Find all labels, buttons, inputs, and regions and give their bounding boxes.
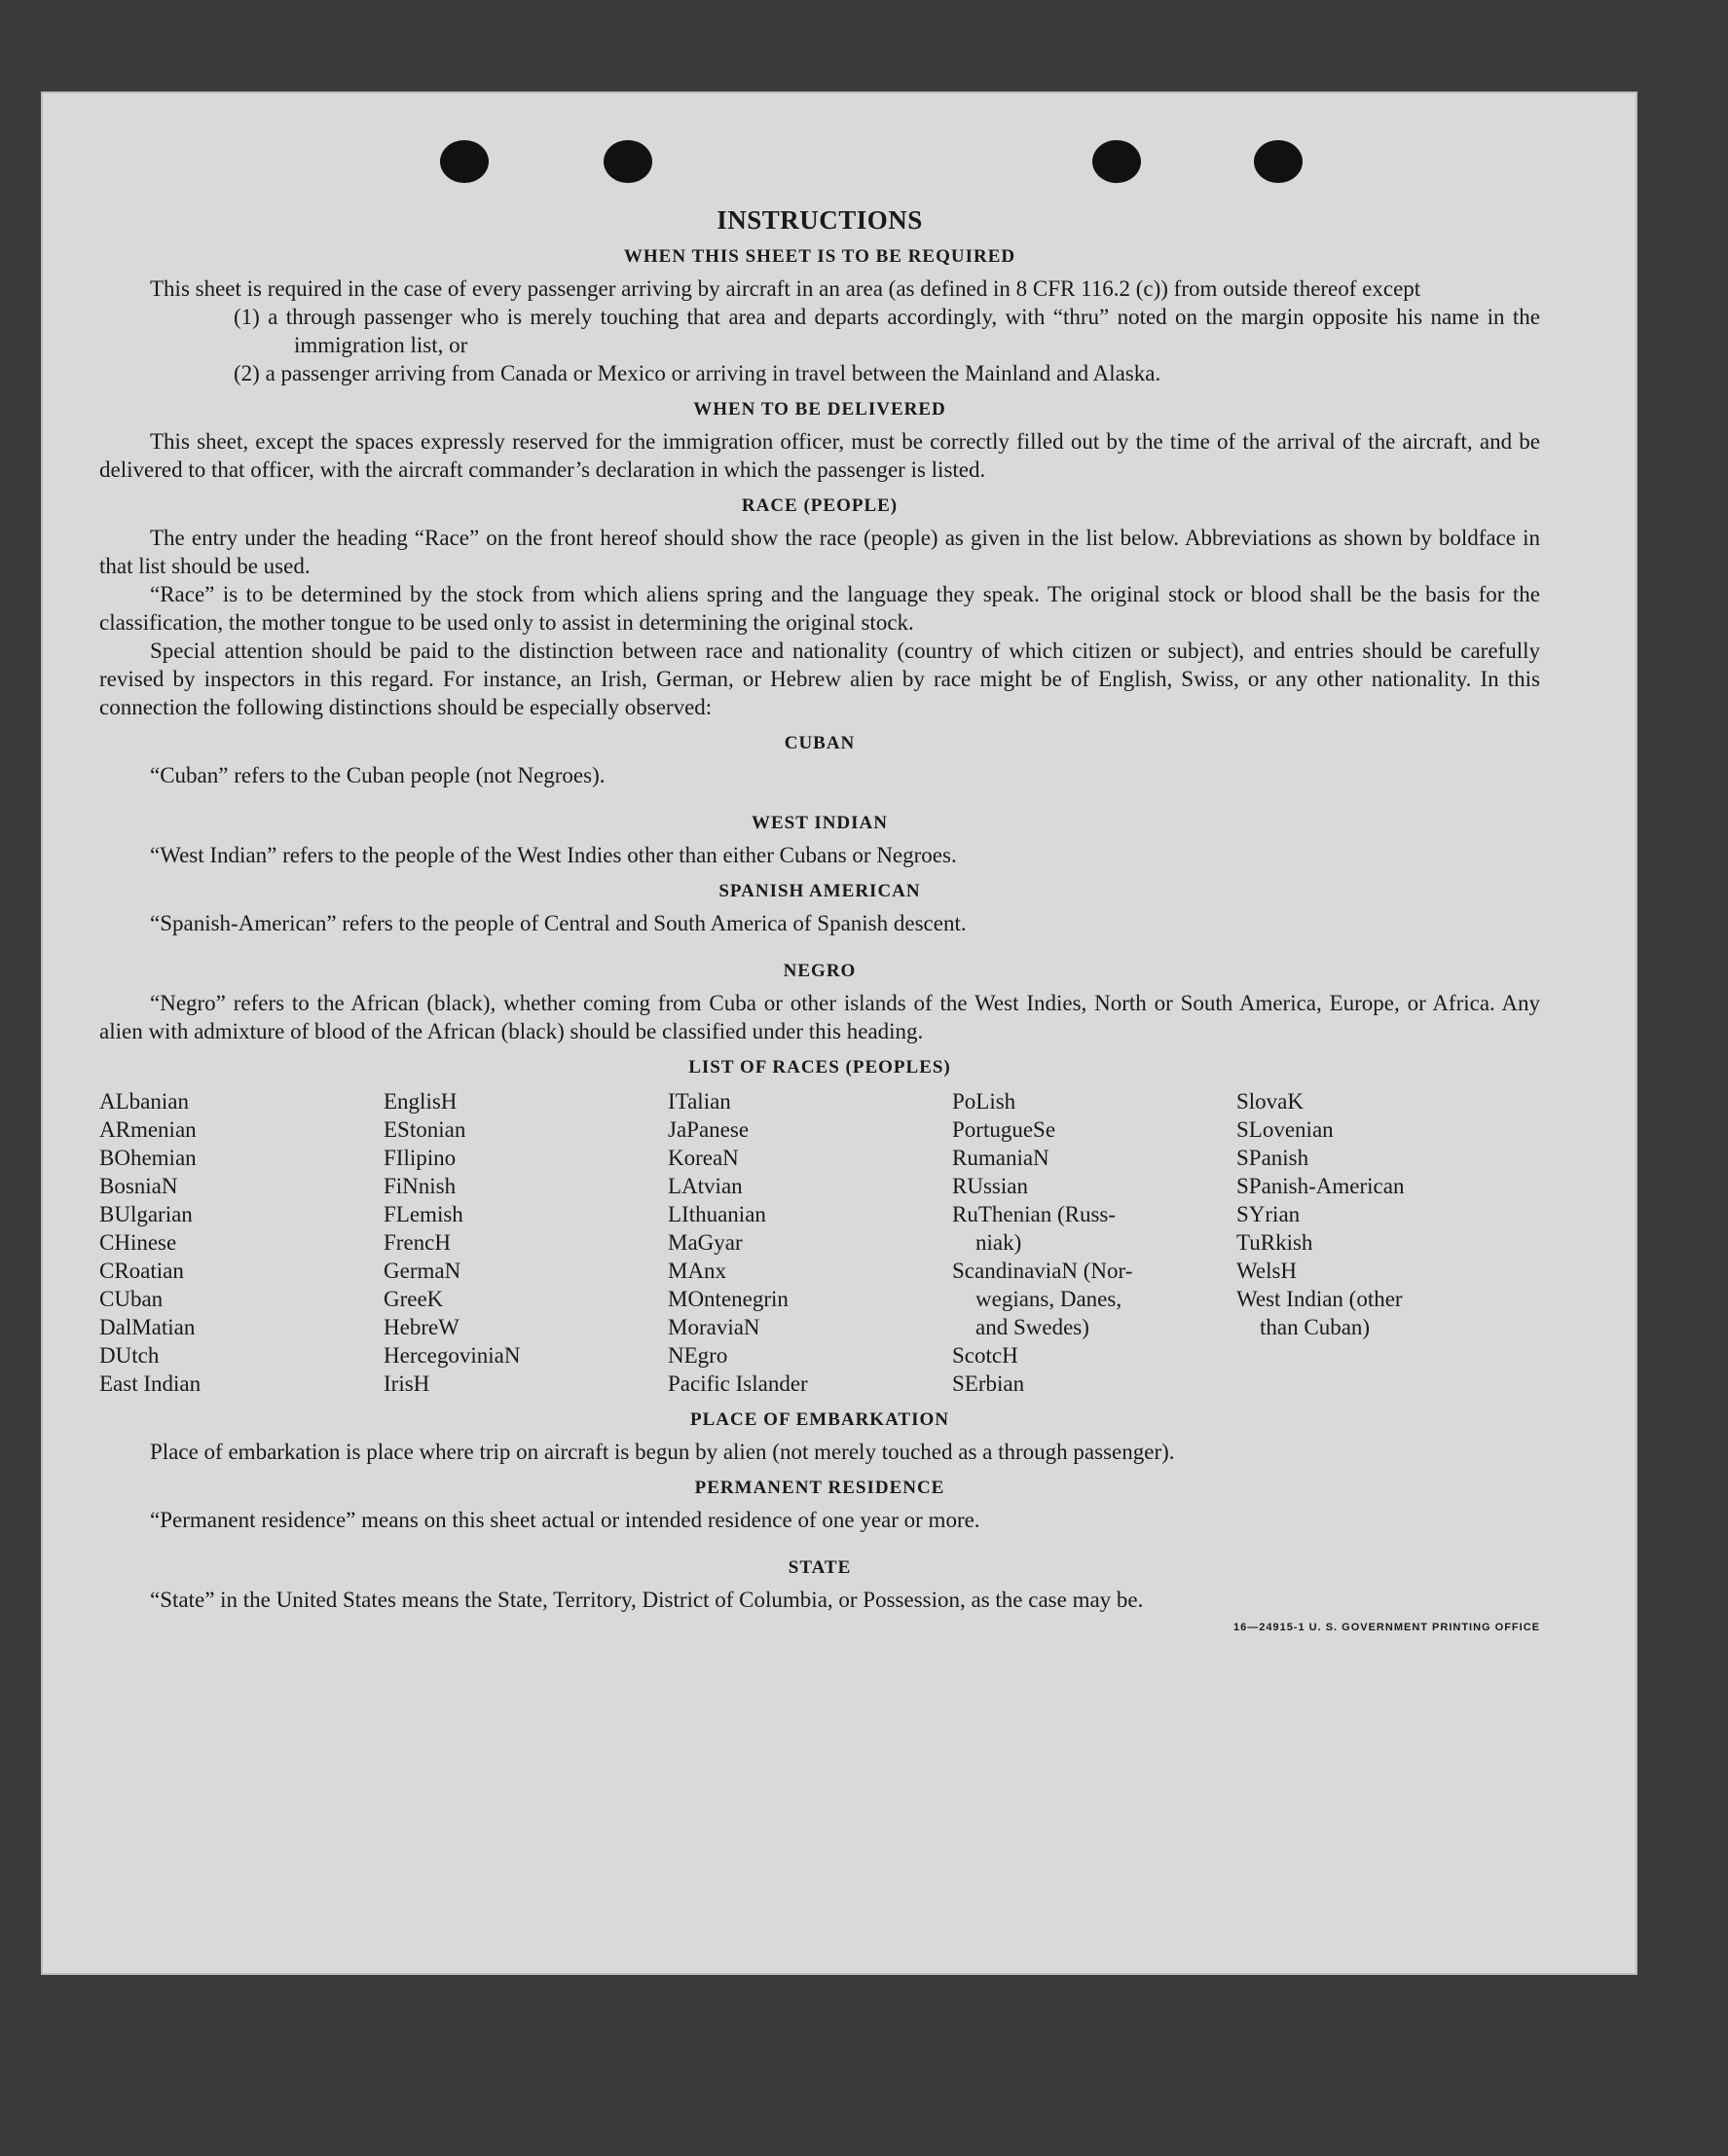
race-entry: MaGyar [668, 1230, 743, 1255]
race-entry: PoLish [952, 1089, 1016, 1114]
race-entry: HercegoviniaN [384, 1343, 521, 1368]
state-text: “State” in the United States means the State, Territory, District of Columbia, or Possession, as the case may be. [150, 1588, 1144, 1612]
page-title: INSTRUCTIONS [717, 205, 923, 235]
races-column [1236, 1087, 1521, 1398]
race-entry: DUtch [99, 1343, 160, 1368]
race-entry: BOhemian [99, 1146, 197, 1170]
race-paragraph-3: Special attention should be paid to the distinction between race and nationality (country of which citizen or subject), and entries should be carefully revised by inspectors in this regard. For instance, an Irish, German, or Hebrew alien by race might be of English, Swiss, or any other nationality. In this connection the following distinctions should be especially observed: [99, 639, 1540, 719]
races-list [99, 1087, 1540, 1398]
race-entry: MAnx [668, 1259, 727, 1283]
race-entry: MoraviaN [668, 1315, 760, 1339]
race-entry: CHinese [99, 1230, 177, 1255]
race-entry: West Indian (other [1236, 1287, 1403, 1311]
race-entry: BosniaN [99, 1174, 178, 1198]
heading-west-indian: WEST INDIAN [752, 813, 888, 833]
heading-state: STATE [788, 1557, 852, 1578]
race-entry: than Cuban) [1260, 1315, 1371, 1339]
race-entry: MOntenegrin [668, 1287, 789, 1311]
race-entry: GreeK [384, 1287, 444, 1311]
race-entry: RuThenian (Russ- [952, 1202, 1117, 1226]
embarkation-text: Place of embarkation is place where trip on aircraft is begun by alien (not merely touched as a through passenger). [150, 1440, 1175, 1464]
residence-text: “Permanent residence” means on this sheet actual or intended residence of one year or more. [150, 1508, 980, 1532]
race-entry: LAtvian [668, 1174, 743, 1198]
instructions-content [99, 206, 1540, 1642]
races-column [668, 1087, 952, 1398]
race-entry: NEgro [668, 1343, 728, 1368]
races-column [384, 1087, 668, 1398]
race-entry: SYrian [1236, 1202, 1301, 1226]
race-entry: ITalian [668, 1089, 731, 1114]
punch-hole [1254, 140, 1303, 183]
race-entry: and Swedes) [975, 1315, 1089, 1339]
heading-race: RACE (PEOPLE) [741, 495, 899, 516]
race-entry: HebreW [384, 1315, 460, 1339]
heading-list-of-races: LIST OF RACES (PEOPLES) [688, 1057, 951, 1078]
west-indian-text: “West Indian” refers to the people of the West Indies other than either Cubans or Negroes. [150, 843, 957, 867]
punch-hole [440, 140, 489, 183]
race-entry: BUlgarian [99, 1202, 193, 1226]
race-entry: SlovaK [1236, 1089, 1304, 1114]
race-entry: ARmenian [99, 1117, 197, 1142]
heading-delivered: WHEN TO BE DELIVERED [693, 399, 946, 420]
race-entry: TuRkish [1236, 1230, 1313, 1255]
race-entry: EStonian [384, 1117, 466, 1142]
heading-spanish-american: SPANISH AMERICAN [718, 881, 921, 901]
race-entry: FiNnish [384, 1174, 457, 1198]
race-entry: East Indian [99, 1371, 202, 1396]
race-entry: CUban [99, 1287, 164, 1311]
race-entry: SPanish-American [1236, 1174, 1405, 1198]
required-item-2: (2) a passenger arriving from Canada or Mexico or arriving in travel between the Mainland and Alaska. [234, 361, 1161, 385]
race-entry: EnglisH [384, 1089, 458, 1114]
race-entry: niak) [975, 1230, 1022, 1255]
required-intro: This sheet is required in the case of every passenger arriving by aircraft in an area (as defined in 8 CFR 116.2 (c)) from outside thereof except [150, 276, 1421, 301]
negro-text: “Negro” refers to the African (black), whether coming from Cuba or other islands of the West Indies, North or South America, Europe, or Africa. Any alien with admixture of blood of the African (black) should be classified under this heading. [99, 991, 1540, 1043]
document-page [41, 91, 1637, 1975]
race-entry: KoreaN [668, 1146, 739, 1170]
heading-embarkation: PLACE OF EMBARKATION [690, 1409, 949, 1430]
printing-office-footer: 16—24915-1 U. S. GOVERNMENT PRINTING OFFICE [1232, 1622, 1540, 1633]
delivered-text: This sheet, except the spaces expressly reserved for the immigration officer, must be correctly filled out by the time of the arrival of the aircraft, and be delivered to that officer, with the aircraft commander’s declaration in which the passenger is listed. [99, 429, 1540, 482]
race-entry: GermaN [384, 1259, 461, 1283]
required-item-1: (1) a through passenger who is merely touching that area and departs accordingly, with “thru” noted on the margin opposite his name in the immigration list, or [234, 305, 1540, 357]
punch-hole [604, 140, 652, 183]
race-entry: RumaniaN [952, 1146, 1049, 1170]
heading-cuban: CUBAN [784, 733, 856, 753]
race-entry: FIlipino [384, 1146, 457, 1170]
race-entry: ScotcH [952, 1343, 1018, 1368]
heading-required: WHEN THIS SHEET IS TO BE REQUIRED [623, 246, 1016, 267]
race-entry: CRoatian [99, 1259, 184, 1283]
race-entry: LIthuanian [668, 1202, 766, 1226]
race-entry: FrencH [384, 1230, 451, 1255]
race-entry: ScandinaviaN (Nor- [952, 1259, 1133, 1283]
race-entry: RUssian [952, 1174, 1028, 1198]
race-entry: SLovenian [1236, 1117, 1334, 1142]
race-entry: SPanish [1236, 1146, 1309, 1170]
race-entry: WelsH [1236, 1259, 1298, 1283]
heading-negro: NEGRO [783, 961, 857, 981]
race-paragraph-2: “Race” is to be determined by the stock from which aliens spring and the language they speak. The original stock or blood shall be the basis for the classification, the mother tongue to be used only to assist in determining the original stock. [99, 582, 1540, 635]
race-entry: wegians, Danes, [975, 1287, 1122, 1311]
cuban-text: “Cuban” refers to the Cuban people (not Negroes). [150, 763, 606, 787]
race-entry: DalMatian [99, 1315, 196, 1339]
race-entry: PortugueSe [952, 1117, 1056, 1142]
race-entry: Pacific Islander [668, 1371, 808, 1396]
race-paragraph-1: The entry under the heading “Race” on the front hereof should show the race (people) as given in the list below. Abbreviations as shown by boldface in that list should be used. [99, 526, 1540, 578]
race-entry: SErbian [952, 1371, 1025, 1396]
races-column [952, 1087, 1236, 1398]
races-column [99, 1087, 384, 1398]
race-entry: IrisH [384, 1371, 430, 1396]
heading-residence: PERMANENT RESIDENCE [694, 1478, 945, 1498]
spanish-american-text: “Spanish-American” refers to the people of Central and South America of Spanish descent. [150, 911, 967, 935]
race-entry: JaPanese [668, 1117, 750, 1142]
race-entry: ALbanian [99, 1089, 189, 1114]
race-entry: FLemish [384, 1202, 463, 1226]
punch-hole [1092, 140, 1141, 183]
